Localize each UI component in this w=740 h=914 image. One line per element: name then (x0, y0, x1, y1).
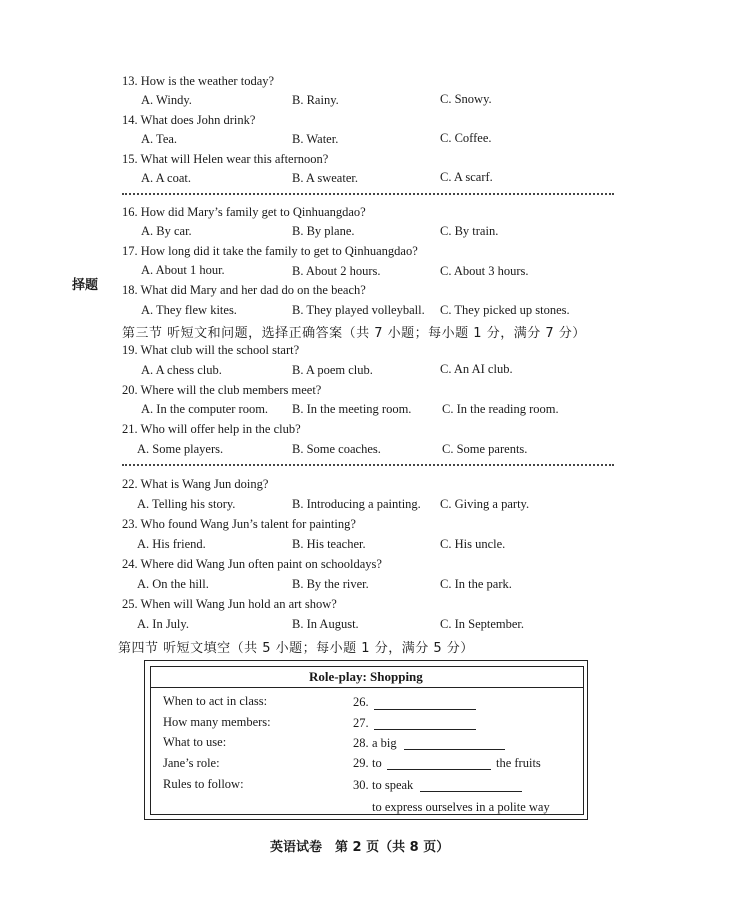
q20-option-b: B. In the meeting room. (292, 402, 412, 416)
question-21: 21. Who will offer help in the club? (122, 422, 301, 436)
q24-option-b: B. By the river. (292, 577, 369, 591)
q13-option-c: C. Snowy. (440, 92, 492, 106)
blank-29 (387, 769, 491, 770)
question-25: 25. When will Wang Jun hold an art show? (122, 597, 337, 611)
q18-option-c: C. They picked up stones. (440, 303, 570, 317)
blank-30 (420, 791, 522, 792)
q19-option-b: B. A poem club. (292, 363, 373, 377)
q13-option-b: B. Rainy. (292, 93, 339, 107)
q19-option-c: C. An AI club. (440, 362, 513, 376)
question-23: 23. Who found Wang Jun’s talent for painting? (122, 517, 356, 531)
row-num-26: 26. (353, 695, 369, 709)
q17-option-a: A. About 1 hour. (141, 263, 225, 277)
section-3-heading: 第三节 听短文和问题，选择正确答案（共 7 小题；每小题 1 分，满分 7 分） (122, 326, 586, 341)
q20-option-c: C. In the reading room. (442, 402, 559, 416)
q15-option-c: C. A scarf. (440, 170, 493, 184)
table-header-divider (150, 687, 583, 688)
blank-27 (374, 729, 476, 730)
divider-dotted-2 (122, 464, 614, 466)
table-title: Role-play: Shopping (309, 669, 423, 684)
question-13: 13. How is the weather today? (122, 74, 275, 88)
row-num-29: 29. (353, 756, 369, 770)
row-label-29: Jane’s role: (163, 756, 220, 770)
q16-option-c: C. By train. (440, 224, 499, 238)
row-label-28: What to use: (163, 735, 227, 749)
page-footer: 英语试卷 第 2 页（共 8 页） (270, 840, 450, 855)
row-pre-28: a big (372, 736, 397, 750)
q14-option-c: C. Coffee. (440, 131, 492, 145)
q18-option-b: B. They played volleyball. (292, 303, 425, 317)
q21-option-b: B. Some coaches. (292, 442, 381, 456)
q25-option-a: A. In July. (137, 617, 189, 631)
question-22: 22. What is Wang Jun doing? (122, 477, 269, 491)
question-24: 24. Where did Wang Jun often paint on schooldays? (122, 557, 382, 571)
q18-option-a: A. They flew kites. (141, 303, 237, 317)
divider-dotted-1 (122, 193, 614, 195)
q14-option-a: A. Tea. (141, 132, 178, 146)
row-last-line: to express ourselves in a polite way (372, 800, 550, 814)
q16-option-a: A. By car. (141, 224, 192, 238)
q17-option-b: B. About 2 hours. (292, 264, 381, 278)
q24-option-c: C. In the park. (440, 577, 512, 591)
row-post-29: the fruits (496, 756, 541, 770)
section-4-heading: 第四节 听短文填空（共 5 小题；每小题 1 分，满分 5 分） (118, 641, 474, 656)
row-pre-30: to speak (372, 778, 414, 792)
q13-option-a: A. Windy. (141, 93, 192, 107)
row-pre-29: to (372, 756, 382, 770)
blank-26 (374, 709, 476, 710)
q23-option-a: A. His friend. (137, 537, 206, 551)
q19-option-a: A. A chess club. (141, 363, 222, 377)
row-num-28: 28. (353, 736, 369, 750)
q22-option-a: A. Telling his story. (137, 497, 236, 511)
q23-option-c: C. His uncle. (440, 537, 506, 551)
question-19: 19. What club will the school start? (122, 343, 300, 357)
q15-option-a: A. A coat. (141, 171, 191, 185)
q24-option-a: A. On the hill. (137, 577, 209, 591)
q21-option-a: A. Some players. (137, 442, 224, 456)
question-17: 17. How long did it take the family to get to Qinhuangdao? (122, 244, 418, 258)
row-num-30: 30. (353, 778, 369, 792)
q22-option-c: C. Giving a party. (440, 497, 530, 511)
q16-option-b: B. By plane. (292, 224, 355, 238)
side-label: 择题 (72, 278, 99, 293)
q15-option-b: B. A sweater. (292, 171, 358, 185)
q22-option-b: B. Introducing a painting. (292, 497, 421, 511)
q25-option-c: C. In September. (440, 617, 525, 631)
q23-option-b: B. His teacher. (292, 537, 366, 551)
blank-28 (404, 749, 505, 750)
question-18: 18. What did Mary and her dad do on the beach? (122, 283, 366, 297)
q25-option-b: B. In August. (292, 617, 359, 631)
question-20: 20. Where will the club members meet? (122, 383, 322, 397)
row-num-27: 27. (353, 716, 369, 730)
row-label-26: When to act in class: (163, 694, 268, 708)
q20-option-a: A. In the computer room. (141, 402, 269, 416)
q21-option-c: C. Some parents. (442, 442, 528, 456)
row-label-27: How many members: (163, 715, 271, 729)
q17-option-c: C. About 3 hours. (440, 264, 529, 278)
question-16: 16. How did Mary’s family get to Qinhuangdao? (122, 205, 366, 219)
row-label-30: Rules to follow: (163, 777, 244, 791)
question-14: 14. What does John drink? (122, 113, 256, 127)
question-15: 15. What will Helen wear this afternoon? (122, 152, 329, 166)
q14-option-b: B. Water. (292, 132, 339, 146)
